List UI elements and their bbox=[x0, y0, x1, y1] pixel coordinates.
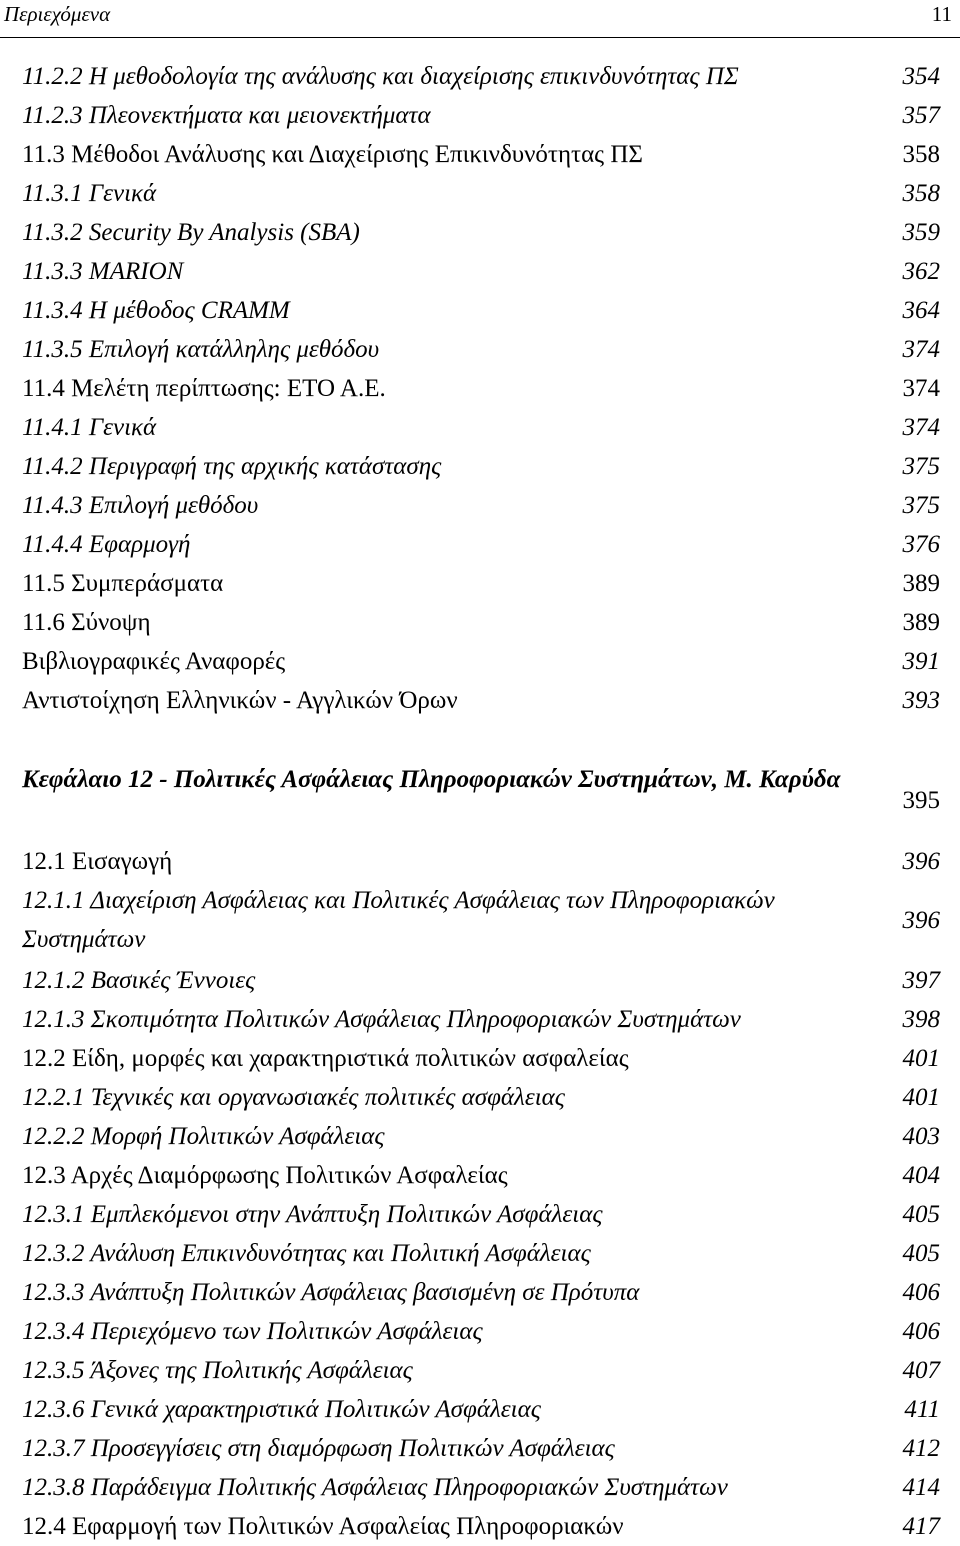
toc-entry-page: 389 bbox=[902, 609, 940, 636]
toc-entry[interactable] bbox=[22, 1195, 940, 1234]
toc-entry-page: 406 bbox=[902, 1318, 940, 1345]
toc-entry-page: 407 bbox=[902, 1357, 940, 1384]
toc-entry[interactable] bbox=[22, 291, 940, 330]
toc-entry-page: 398 bbox=[902, 1006, 940, 1033]
toc-entry[interactable] bbox=[22, 1429, 940, 1468]
toc-entry-page: 393 bbox=[902, 687, 940, 714]
toc-entry[interactable] bbox=[22, 96, 940, 135]
toc-entry[interactable] bbox=[22, 564, 940, 603]
toc-entry-page: 374 bbox=[902, 414, 940, 441]
toc-entry-page: 358 bbox=[902, 180, 940, 207]
toc-entry-title: Αντιστοίχηση Ελληνικών - Αγγλικών Όρων bbox=[22, 687, 458, 714]
toc-entry-page: 375 bbox=[902, 453, 940, 480]
toc-entry[interactable] bbox=[22, 961, 940, 1000]
toc-entry[interactable] bbox=[22, 135, 940, 174]
toc-entry-page: 374 bbox=[902, 336, 940, 363]
toc-entry-title: 11.3.1 Γενικά bbox=[22, 180, 157, 207]
toc-entry-title: 11.5 Συμπεράσματα bbox=[22, 570, 224, 597]
header-title: Περιεχόμενα bbox=[4, 2, 111, 26]
toc-entry-page: 357 bbox=[902, 102, 940, 129]
toc-entry-title: 12.3 Αρχές Διαμόρφωσης Πολιτικών Ασφαλείας bbox=[22, 1162, 508, 1189]
toc-entry-page: 396 bbox=[902, 848, 940, 875]
toc-entry-title: 12.3.7 Προσεγγίσεις στη διαμόρφωση Πολιτικών Ασφάλειας bbox=[22, 1435, 615, 1462]
toc-entry-title: 12.1.2 Βασικές Έννοιες bbox=[22, 967, 256, 994]
toc-entry-page: 375 bbox=[902, 492, 940, 519]
toc-entry[interactable] bbox=[22, 603, 940, 642]
toc-entry-page: 405 bbox=[902, 1201, 940, 1228]
toc-section-chapter-11 bbox=[22, 57, 940, 720]
toc-entry-page: 376 bbox=[902, 531, 940, 558]
toc-entry[interactable] bbox=[22, 1117, 940, 1156]
toc-entry[interactable] bbox=[22, 174, 940, 213]
chapter-title: Κεφάλαιο 12 - Πολιτικές Ασφάλειας Πληροφοριακών Συστημάτων, Μ. Καρύδα bbox=[22, 766, 841, 793]
toc-entry[interactable] bbox=[22, 408, 940, 447]
toc-entry[interactable] bbox=[22, 1507, 940, 1546]
toc-entry[interactable] bbox=[22, 369, 940, 408]
toc-entry-page: 374 bbox=[902, 375, 940, 402]
toc-entry-title: 11.3.5 Επιλογή κατάλληλης μεθόδου bbox=[22, 336, 380, 363]
toc-entry-title: 12.4 Εφαρμογή των Πολιτικών Ασφαλείας Πληροφοριακών bbox=[22, 1513, 624, 1540]
toc-entry-title: 12.3.8 Παράδειγμα Πολιτικής Ασφάλειας Πληροφοριακών Συστημάτων bbox=[22, 1474, 728, 1501]
toc-entry[interactable] bbox=[22, 447, 940, 486]
toc-entry-page: 406 bbox=[902, 1279, 940, 1306]
toc-entry[interactable] bbox=[22, 486, 940, 525]
toc-entry-page: 397 bbox=[902, 967, 940, 994]
toc-entry-page: 364 bbox=[902, 297, 940, 324]
toc-entry-title: 11.4.1 Γενικά bbox=[22, 414, 157, 441]
toc-entry-title: 12.1.3 Σκοπιμότητα Πολιτικών Ασφάλειας Πληροφοριακών Συστημάτων bbox=[22, 1006, 741, 1033]
toc-entry-title: 12.2 Είδη, μορφές και χαρακτηριστικά πολιτικών ασφαλείας bbox=[22, 1045, 629, 1072]
toc-entry[interactable] bbox=[22, 1390, 940, 1429]
toc-entry[interactable] bbox=[22, 1468, 940, 1507]
toc-entry[interactable] bbox=[22, 1000, 940, 1039]
toc-entry[interactable] bbox=[22, 1312, 940, 1351]
toc-entry-title: 12.3.4 Περιεχόμενο των Πολιτικών Ασφάλειας bbox=[22, 1318, 483, 1345]
toc-entry-title: 11.4.4 Εφαρμογή bbox=[22, 531, 191, 558]
toc-entry[interactable] bbox=[22, 1273, 940, 1312]
toc-entry-page: 401 bbox=[902, 1045, 940, 1072]
toc-entry-title: 11.2.2 Η μεθοδολογία της ανάλυσης και διαχείρισης επικινδυνότητας ΠΣ bbox=[22, 63, 739, 90]
toc-entry-title: 11.4 Μελέτη περίπτωσης: ΕΤΟ Α.Ε. bbox=[22, 375, 386, 402]
toc-entry-page: 359 bbox=[902, 219, 940, 246]
toc-entry[interactable] bbox=[22, 881, 940, 961]
toc-entry-page: 389 bbox=[902, 570, 940, 597]
toc-entry-page: 411 bbox=[904, 1396, 940, 1423]
toc-entry-title: 11.4.3 Επιλογή μεθόδου bbox=[22, 492, 259, 519]
toc-entry-title: 11.3.2 Security By Analysis (SBA) bbox=[22, 219, 360, 246]
toc-entry[interactable] bbox=[22, 1156, 940, 1195]
toc-entry-page: 412 bbox=[902, 1435, 940, 1462]
toc-entry-title: 12.3.6 Γενικά χαρακτηριστικά Πολιτικών Ασφάλειας bbox=[22, 1396, 541, 1423]
toc-entry-page: 401 bbox=[902, 1084, 940, 1111]
toc-entry-title: 11.3 Μέθοδοι Ανάλυσης και Διαχείρισης Επικινδυνότητας ΠΣ bbox=[22, 141, 643, 168]
toc-entry-title: 12.2.1 Τεχνικές και οργανωσιακές πολιτικές ασφάλειας bbox=[22, 1084, 565, 1111]
toc-entry-page: 414 bbox=[902, 1474, 940, 1501]
toc-entry-page: 354 bbox=[902, 63, 940, 90]
toc-entry-title: 11.3.4 Η μέθοδος CRAMM bbox=[22, 297, 290, 324]
toc-entry[interactable] bbox=[22, 330, 940, 369]
toc-entry-title: 12.3.5 Άξονες της Πολιτικής Ασφάλειας bbox=[22, 1357, 413, 1384]
toc-entry[interactable] bbox=[22, 1039, 940, 1078]
toc-entry[interactable] bbox=[22, 252, 940, 291]
toc-entry[interactable] bbox=[22, 213, 940, 252]
toc-entry-title: 11.2.3 Πλεονεκτήματα και μειονεκτήματα bbox=[22, 102, 431, 129]
toc-entry-page: 362 bbox=[902, 258, 940, 285]
toc-entry[interactable] bbox=[22, 642, 940, 681]
toc-section-chapter-12 bbox=[22, 842, 940, 1546]
toc-entry-page: 358 bbox=[902, 141, 940, 168]
table-of-contents bbox=[22, 57, 940, 1546]
header-page-number: 11 bbox=[931, 2, 952, 26]
toc-entry[interactable] bbox=[22, 681, 940, 720]
toc-entry-title: 11.6 Σύνοψη bbox=[22, 609, 151, 636]
toc-entry-page: 391 bbox=[902, 648, 940, 675]
toc-entry-page: 404 bbox=[902, 1162, 940, 1189]
page-header bbox=[0, 0, 960, 38]
chapter-page: 395 bbox=[902, 787, 940, 814]
toc-chapter-heading[interactable] bbox=[22, 759, 940, 842]
toc-entry[interactable] bbox=[22, 525, 940, 564]
toc-entry[interactable] bbox=[22, 57, 940, 96]
toc-entry[interactable] bbox=[22, 1234, 940, 1273]
toc-entry-title: 12.2.2 Μορφή Πολιτικών Ασφάλειας bbox=[22, 1123, 385, 1150]
toc-entry-title: 12.1.1 Διαχείριση Ασφάλειας και Πολιτικές Ασφάλειας των Πληροφοριακών Συστημάτων bbox=[22, 887, 775, 953]
toc-entry-page: 405 bbox=[902, 1240, 940, 1267]
toc-entry-title: Βιβλιογραφικές Αναφορές bbox=[22, 648, 286, 675]
toc-entry-title: 11.4.2 Περιγραφή της αρχικής κατάστασης bbox=[22, 453, 442, 480]
toc-entry-page: 396 bbox=[902, 907, 940, 934]
toc-entry[interactable] bbox=[22, 842, 940, 881]
toc-entry-page: 403 bbox=[902, 1123, 940, 1150]
toc-entry-title: 12.3.2 Ανάλυση Επικινδυνότητας και Πολιτική Ασφάλειας bbox=[22, 1240, 591, 1267]
toc-entry-title: 12.1 Εισαγωγή bbox=[22, 848, 173, 875]
toc-entry[interactable] bbox=[22, 1078, 940, 1117]
toc-entry-page: 417 bbox=[902, 1513, 940, 1540]
toc-entry-title: 12.3.3 Ανάπτυξη Πολιτικών Ασφάλειας βασισμένη σε Πρότυπα bbox=[22, 1279, 640, 1306]
toc-entry[interactable] bbox=[22, 1351, 940, 1390]
toc-entry-title: 11.3.3 MARION bbox=[22, 258, 184, 285]
toc-entry-title: 12.3.1 Εμπλεκόμενοι στην Ανάπτυξη Πολιτικών Ασφάλειας bbox=[22, 1201, 603, 1228]
